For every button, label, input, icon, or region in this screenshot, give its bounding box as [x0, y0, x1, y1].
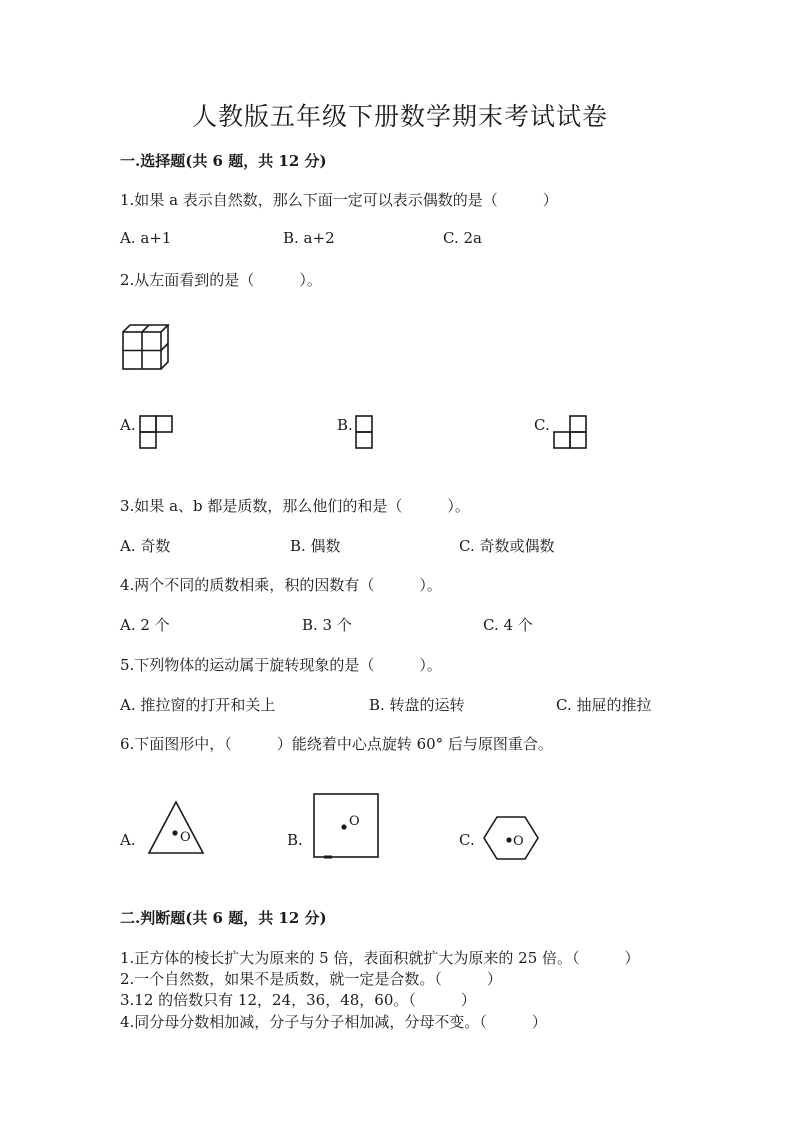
- judgement-question: 2.一个自然数，如果不是质数，就一定是合数。（ ）: [120, 970, 502, 988]
- center-label-o: O: [513, 834, 524, 849]
- judgement-question: 4.同分母分数相加减，分子与分子相加减，分母不变。（ ）: [120, 1013, 547, 1031]
- question-stem: 6.下面图形中，（ ）能绕着中心点旋转 60° 后与原图重合。: [120, 735, 553, 753]
- option-a[interactable]: A.: [120, 831, 136, 849]
- section-heading-choice: 一.选择题(共 6 题，共 12 分): [120, 152, 327, 170]
- option-a[interactable]: A. 2 个: [120, 616, 170, 634]
- option-b[interactable]: B.: [337, 416, 353, 434]
- question-stem: 5.下列物体的运动属于旋转现象的是（ ）。: [120, 656, 442, 674]
- option-c[interactable]: C. 抽屉的推拉: [556, 696, 652, 714]
- option-c[interactable]: C.: [534, 416, 550, 434]
- question-stem: 2.从左面看到的是（ ）。: [120, 271, 322, 289]
- view-b-figure: [355, 415, 373, 449]
- view-c-figure: [553, 415, 589, 449]
- option-b[interactable]: B. 转盘的运转: [369, 696, 465, 714]
- page-title: 人教版五年级下册数学期末考试试卷: [191, 102, 608, 131]
- option-a[interactable]: A.: [120, 416, 136, 434]
- option-b[interactable]: B. 3 个: [302, 616, 352, 634]
- option-a[interactable]: A. a+1: [120, 229, 172, 247]
- judgement-question: 1.正方体的棱长扩大为原来的 5 倍，表面积就扩大为原来的 25 倍。（ ）: [120, 949, 640, 967]
- hexagon-figure: [482, 815, 540, 861]
- center-label-o: O: [349, 814, 360, 829]
- option-b[interactable]: B.: [287, 831, 303, 849]
- view-a-figure: [139, 415, 175, 449]
- option-b[interactable]: B. 偶数: [290, 537, 341, 555]
- option-c[interactable]: C.: [459, 831, 475, 849]
- question-stem: 4.两个不同的质数相乘，积的因数有（ ）。: [120, 576, 442, 594]
- stacked-cubes-figure: [122, 324, 170, 370]
- option-c[interactable]: C. 4 个: [483, 616, 533, 634]
- option-b[interactable]: B. a+2: [283, 229, 335, 247]
- question-stem: 3.如果 a、b 都是质数，那么他们的和是（ ）。: [120, 497, 470, 515]
- question-stem: 1.如果 a 表示自然数，那么下面一定可以表示偶数的是（ ）: [120, 191, 558, 209]
- square-figure: [312, 792, 380, 860]
- judgement-question: 3.12 的倍数只有 12，24，36，48，60。（ ）: [120, 991, 476, 1009]
- center-label-o: O: [180, 830, 191, 845]
- option-c[interactable]: C. 奇数或偶数: [459, 537, 555, 555]
- option-a[interactable]: A. 推拉窗的打开和关上: [120, 696, 276, 714]
- triangle-figure: [147, 800, 205, 856]
- option-a[interactable]: A. 奇数: [120, 537, 171, 555]
- option-c[interactable]: C. 2a: [443, 229, 482, 247]
- section-heading-judgement: 二.判断题(共 6 题，共 12 分): [120, 909, 327, 927]
